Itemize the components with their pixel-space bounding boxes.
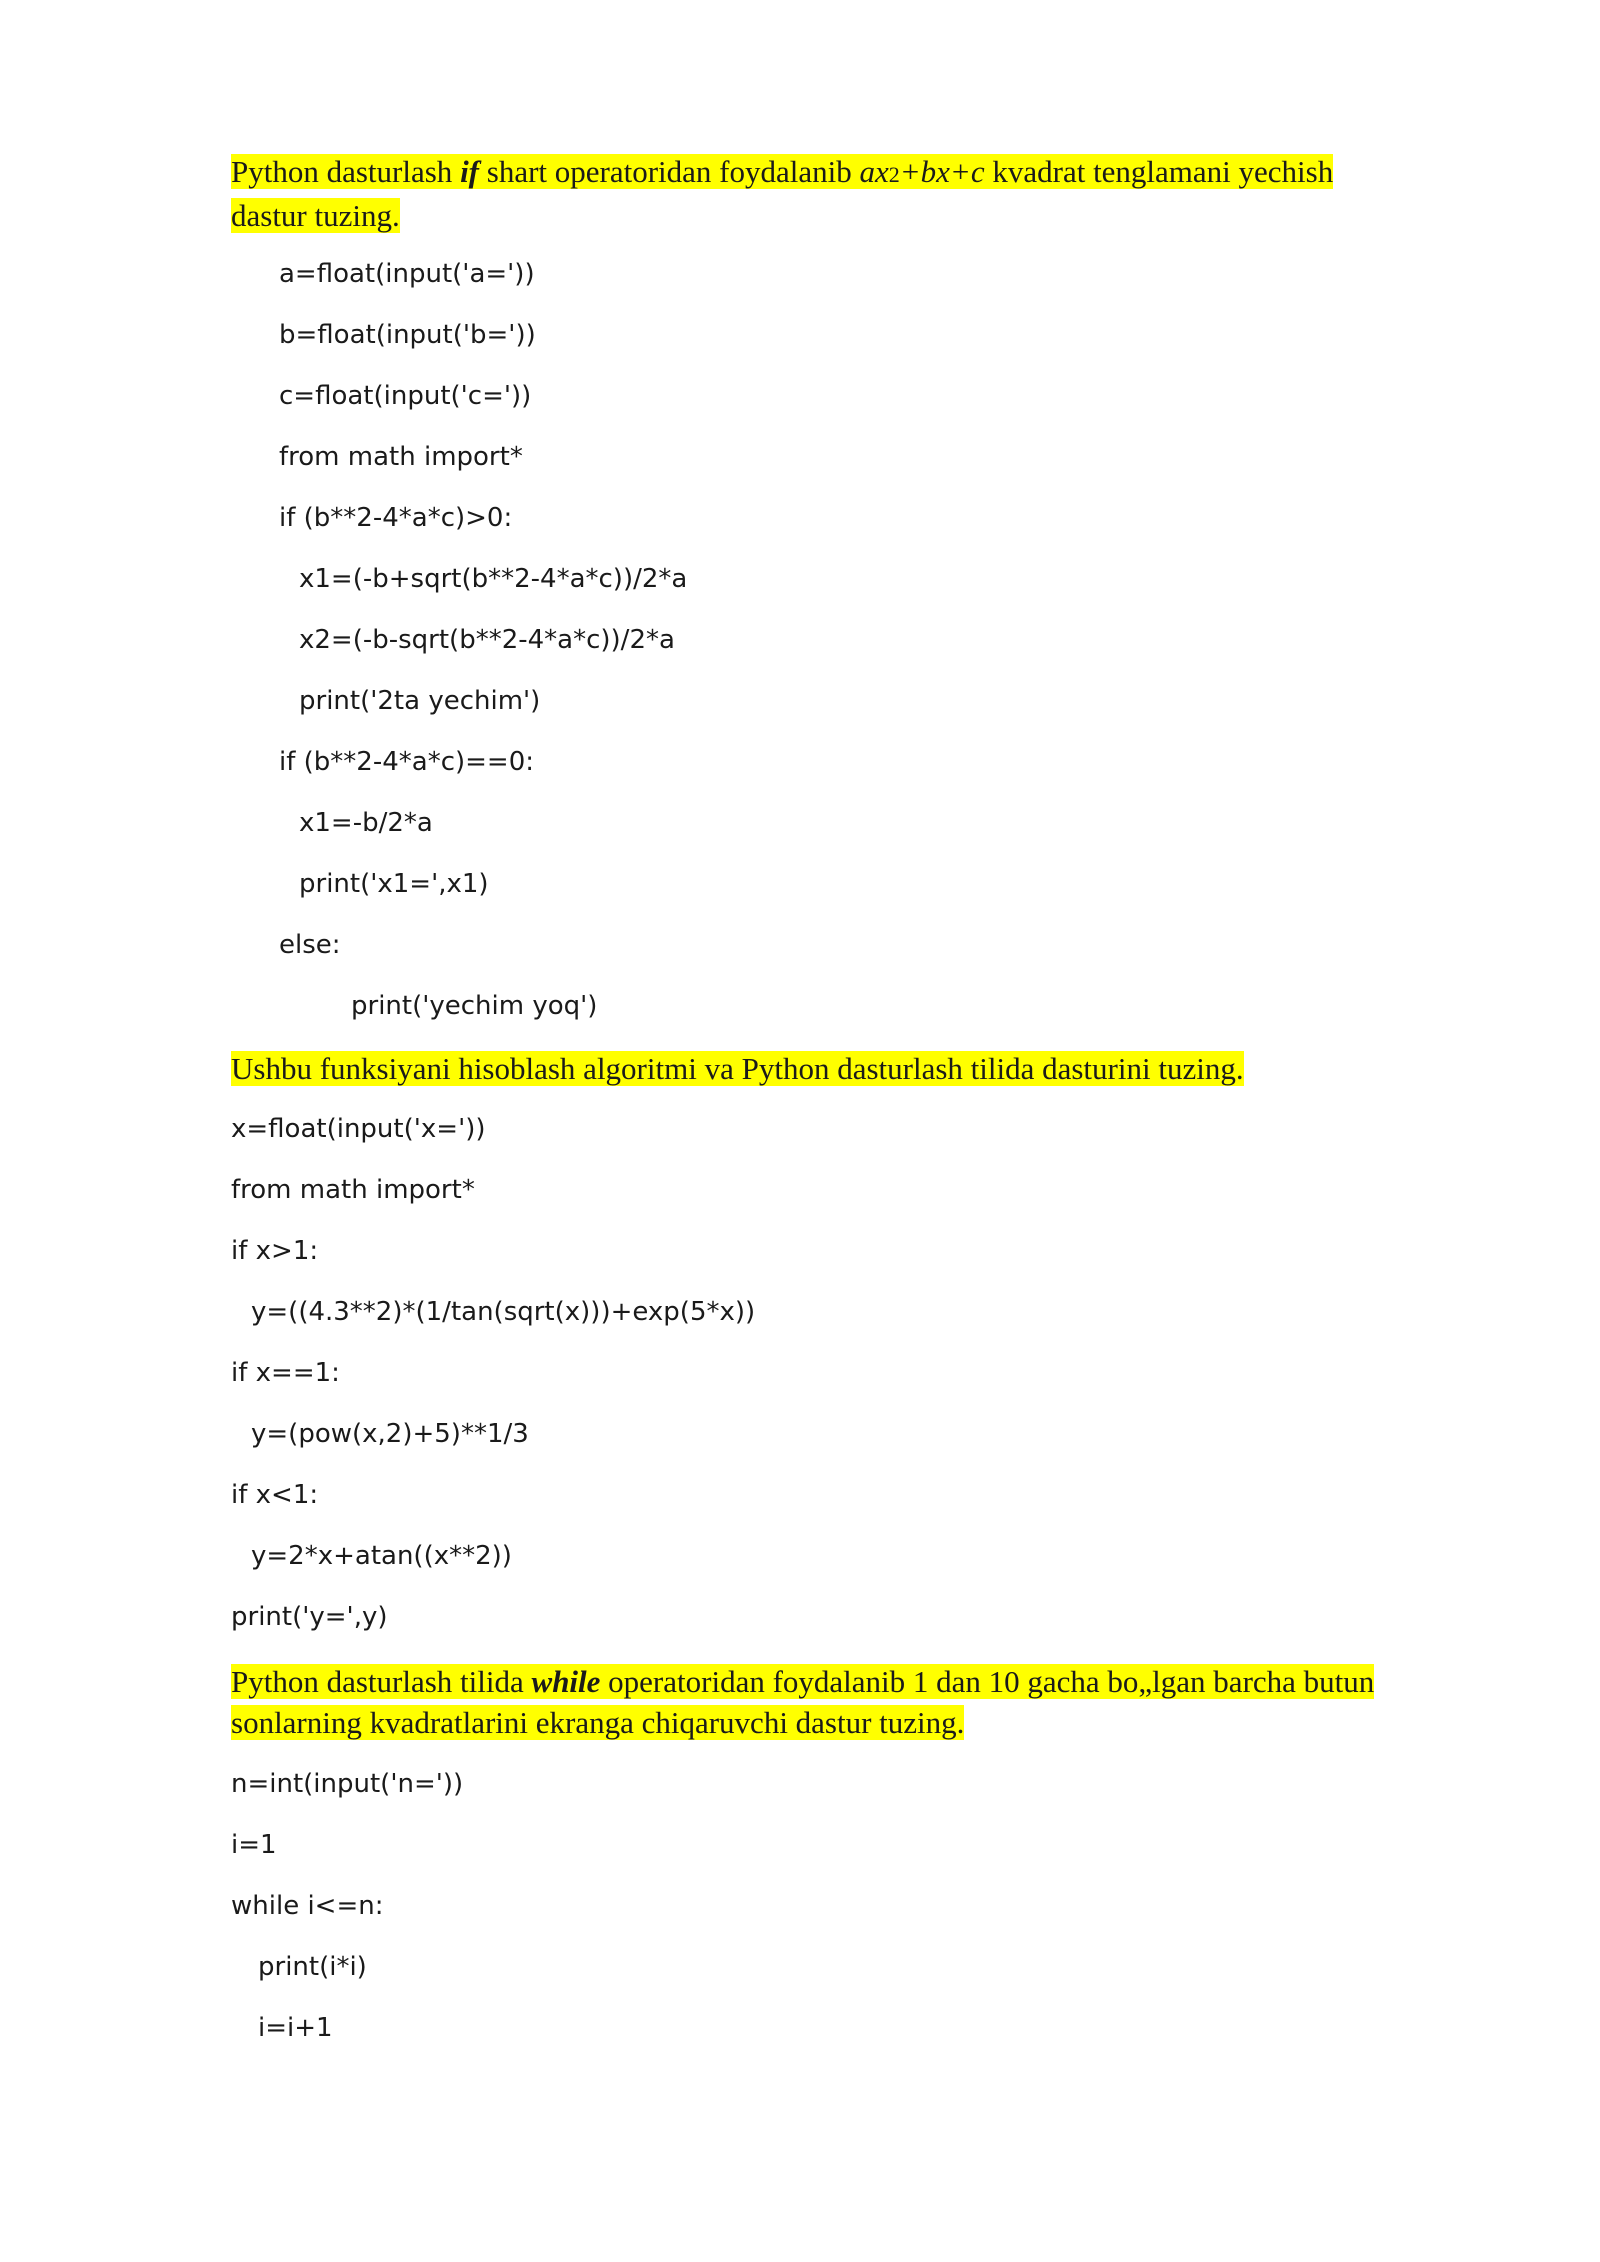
task1-formula-ax: ax bbox=[859, 154, 889, 189]
code1-line: a=float(input('a=')) bbox=[279, 259, 535, 289]
code2-line: y=2*x+atan((x**2)) bbox=[251, 1541, 512, 1571]
code3-line: i=i+1 bbox=[258, 2013, 333, 2043]
code2-line: from math import* bbox=[231, 1175, 475, 1205]
task3-heading bbox=[231, 1661, 1431, 1743]
code1-line: c=float(input('c=')) bbox=[279, 381, 532, 411]
task1-keyword-if: if bbox=[460, 154, 479, 189]
code2-line: if x<1: bbox=[231, 1480, 319, 1510]
task3-text-b: operatoridan foydalanib 1 dan 10 gacha bo„lgan barcha butun bbox=[600, 1664, 1375, 1699]
code1-line: from math import* bbox=[279, 442, 523, 472]
code1-line: print('2ta yechim') bbox=[299, 686, 541, 716]
code1-line: if (b**2-4*a*c)>0: bbox=[279, 503, 513, 533]
code1-line: if (b**2-4*a*c)==0: bbox=[279, 747, 534, 777]
code2-line: y=(pow(x,2)+5)**1/3 bbox=[251, 1419, 529, 1449]
task1-heading bbox=[231, 151, 1431, 236]
task1-line1 bbox=[231, 154, 1333, 189]
task1-text-b: shart operatoridan foydalanib bbox=[479, 154, 860, 189]
code3-line: i=1 bbox=[231, 1830, 277, 1860]
task2-line1: Ushbu funksiyani hisoblash algoritmi va Python dasturlash tilida dasturini tuzing. bbox=[231, 1051, 1244, 1086]
task1-line2: dastur tuzing. bbox=[231, 198, 400, 233]
task3-keyword-while: while bbox=[531, 1664, 601, 1699]
task1-formula-bxc: +bx+c bbox=[899, 154, 985, 189]
code1-line: x1=(-b+sqrt(b**2-4*a*c))/2*a bbox=[299, 564, 688, 594]
task1-formula-exponent: 2 bbox=[888, 162, 900, 187]
code1-line: x2=(-b-sqrt(b**2-4*a*c))/2*a bbox=[299, 625, 675, 655]
code1-line: b=float(input('b=')) bbox=[279, 320, 536, 350]
task3-line2: sonlarning kvadratlarini ekranga chiqaruvchi dastur tuzing. bbox=[231, 1705, 965, 1740]
code1-line: else: bbox=[279, 930, 341, 960]
code2-line: x=float(input('x=')) bbox=[231, 1114, 486, 1144]
task1-text-a: Python dasturlash bbox=[231, 154, 461, 189]
task3-line1 bbox=[231, 1664, 1374, 1699]
code2-line: if x==1: bbox=[231, 1358, 340, 1388]
code1-line: print('x1=',x1) bbox=[299, 869, 489, 899]
code1-line: x1=-b/2*a bbox=[299, 808, 433, 838]
task1-text-c: kvadrat tenglamani yechish bbox=[984, 154, 1334, 189]
task3-text-a: Python dasturlash tilida bbox=[231, 1664, 532, 1699]
code3-line: print(i*i) bbox=[258, 1952, 367, 1982]
code1-line: print('yechim yoq') bbox=[351, 991, 598, 1021]
task2-heading bbox=[231, 1048, 1431, 1089]
code3-line: n=int(input('n=')) bbox=[231, 1769, 464, 1799]
code2-line: print('y=',y) bbox=[231, 1602, 388, 1632]
code2-line: if x>1: bbox=[231, 1236, 319, 1266]
code2-line: y=((4.3**2)*(1/tan(sqrt(x)))+exp(5*x)) bbox=[251, 1297, 756, 1327]
code3-line: while i<=n: bbox=[231, 1891, 384, 1921]
